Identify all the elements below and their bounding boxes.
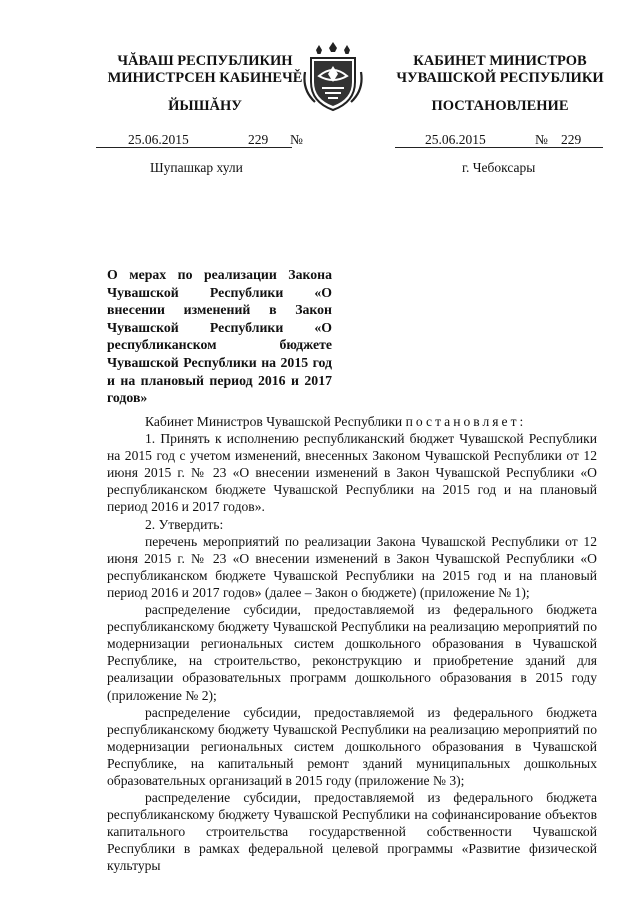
body-paragraph-6: распределение субсидии, предоставляемой из федерального бюджета республиканскому бюджету Чувашской Республики на софинансирование объектов капитального строительства государственной собственности Чувашской Республики в рамках федеральной целевой программы «Развитие физической культуры	[107, 790, 597, 874]
body-intro-verb: постановляет:	[405, 414, 527, 429]
registration-right	[395, 132, 610, 150]
registration-right-number: 229	[561, 132, 582, 147]
header-left-line2: МИНИСТРСЕН КАБИНЕЧĚ	[107, 70, 303, 86]
registration-right-date: 25.06.2015	[425, 132, 486, 147]
body-paragraph-5: распределение субсидии, предоставляемой из федерального бюджета республиканскому бюджету Чувашской Республики на реализацию мероприятий по модернизации региональных систем дошкольного образования в Чувашской Республике, на капитальный ремонт зданий муниципальных дошкольных образовательных организаций в 2015 году (приложение № 3);	[107, 704, 597, 788]
header-right-russian	[395, 53, 605, 87]
body-paragraph-4: распределение субсидии, предоставляемой из федерального бюджета республиканскому бюджету Чувашской Республики на реализацию мероприятий по модернизации региональных систем дошкольного образования в Чувашской Республике, на строительство, реконструкцию и приобретение зданий для реализации образовательных программ дошкольного образования в 2015 году (приложение № 2);	[107, 602, 597, 703]
header-right-line1: КАБИНЕТ МИНИСТРОВ	[413, 53, 587, 69]
place-left: Шупашкар хули	[150, 160, 243, 175]
chuvash-emblem-icon	[302, 42, 364, 112]
body-paragraph-2: 2. Утвердить:	[145, 516, 224, 532]
registration-left-number-sign: №	[290, 132, 303, 147]
doc-type-right: ПОСТАНОВЛЕНИЕ	[431, 98, 569, 114]
header-right-line2: ЧУВАШСКОЙ РЕСПУБЛИКИ	[396, 70, 604, 86]
registration-left	[96, 132, 311, 150]
registration-left-number: 229	[248, 132, 269, 147]
doc-type-left: ЙЫШĂНУ	[168, 98, 242, 114]
header-left-chuvash	[100, 53, 310, 87]
body-intro	[107, 413, 597, 430]
place-right: г. Чебоксары	[462, 160, 536, 175]
registration-left-date: 25.06.2015	[128, 132, 189, 147]
registration-right-number-sign: №	[535, 132, 548, 147]
document-title: О мерах по реализации Закона Чувашской Республики «О внесении изменений в Закон Чувашской Республики «О республиканском бюджете Чувашской Республики на 2015 год и на плановый период 2016 и 2017 годов»	[107, 267, 332, 406]
body-intro-subject: Кабинет Министров Чувашской Республики	[145, 414, 403, 429]
body-paragraph-3: перечень мероприятий по реализации Закона Чувашской Республики от 12 июня 2015 г. № 23 «О внесении изменений в Закон Чувашской Республики «О республиканском бюджете Чувашской Республики на 2015 год и на плановый период 2016 и 2017 годов» (далее – Закон о бюджете) (приложение № 1);	[107, 533, 597, 600]
header-left-line1: ЧĂВАШ РЕСПУБЛИКИН	[117, 53, 293, 69]
body-paragraph-1: 1. Принять к исполнению республиканский бюджет Чувашской Республики на 2015 год с учетом изменений, внесенных Законом Чувашской Республики от 12 июня 2015 г. № 23 «О внесении изменений в Закон Чувашской Республики «О республиканском бюджете Чувашской Республики на 2015 год и на плановый период 2016 и 2017 годов».	[107, 431, 597, 515]
document-body	[107, 413, 597, 875]
